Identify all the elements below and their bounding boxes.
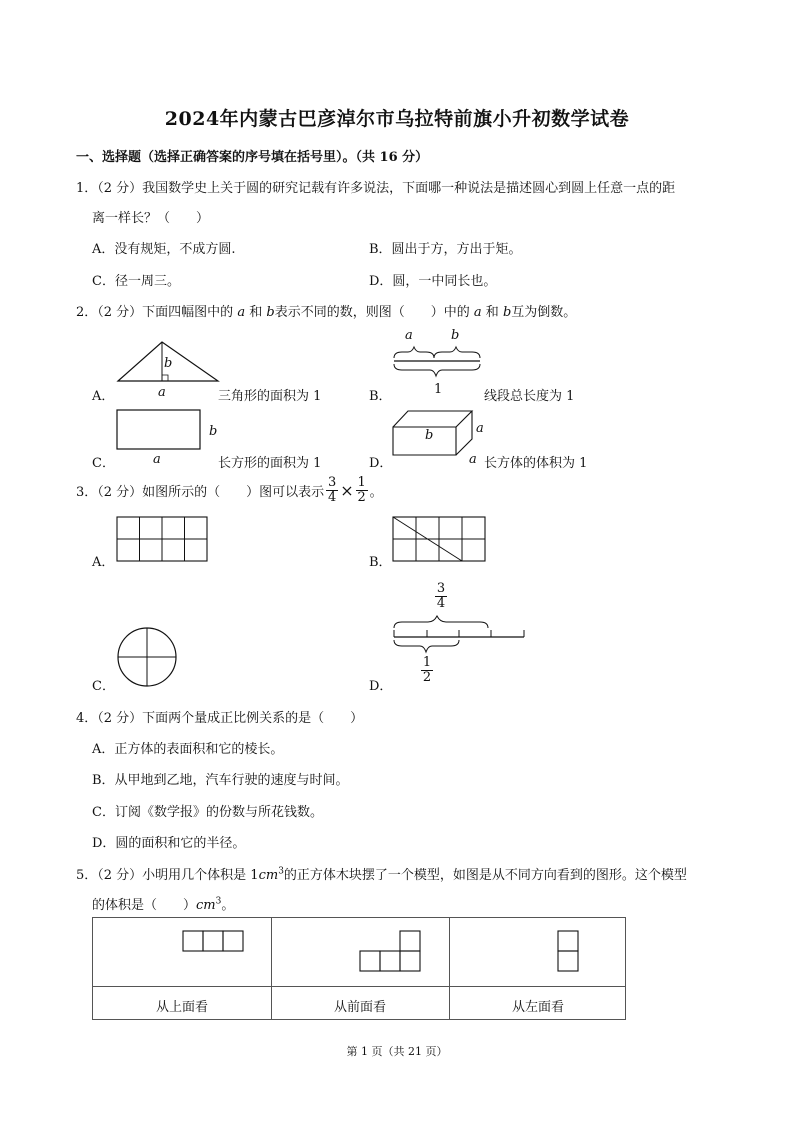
q3-d-bottom-frac (421, 656, 433, 685)
q3-stem (76, 476, 383, 505)
q1-option-d: D．圆，一中同长也。 (369, 274, 497, 289)
q2-stem-and2: 和 (485, 305, 499, 320)
q4-option-c: C．订阅《数学报》的份数与所花钱数。 (92, 805, 323, 820)
q2-stem-post: 互为倒数。 (511, 305, 577, 320)
q4-stem: 4．（2 分）下面两个量成正比例关系的是（ ） (76, 711, 364, 726)
q4-option-b: B．从甲地到乙地，汽车行驶的速度与时间。 (92, 773, 349, 788)
q3-d-bottom-fraction (419, 656, 435, 685)
q3-label-c: C． (92, 679, 115, 694)
q5-line2-exp: 3 (215, 896, 222, 907)
q3-d-bot-num: 1 (422, 655, 432, 670)
q2-rectangle-figure (116, 409, 202, 451)
q3-d-top-den: 4 (436, 596, 446, 611)
q3-stem-pre: 3．（2 分）如图所示的（ ）图可以表示 (76, 485, 325, 500)
q2-b-seg-b: b (451, 328, 460, 343)
q2-cuboid-figure (392, 409, 476, 457)
q3-d-top-fraction (433, 582, 449, 611)
q2-stem-and1: 和 (249, 305, 263, 320)
q5-stem-line2 (92, 894, 234, 913)
q1-stem-line2: 离一样长？（ ） (92, 211, 210, 226)
q2-d-cube-a-bottom: a (469, 452, 477, 467)
page-footer: 第 1 页（共 21 页） (346, 1045, 448, 1058)
q3-grid-a-figure (116, 516, 210, 563)
q5-line2-post: 。 (221, 898, 235, 913)
q1-stem-line1: 1．（2 分）我国数学史上关于圆的研究记载有许多说法，下面哪一种说法是描述圆心到圆上任意一点的距 (76, 181, 676, 196)
q2-c-rect-a: a (153, 452, 161, 467)
q3-label-a: A． (92, 555, 115, 570)
q2-stem-pre: 2．（2 分）下面四幅图中的 (76, 305, 234, 320)
q3-frac1-num: 3 (328, 475, 337, 490)
q5-pre: 5．（2 分）小明用几个体积是 1 (76, 868, 259, 883)
q5-post: 的正方体木块摆了一个模型，如图是从不同方向看到的图形。这个模型 (283, 868, 687, 883)
q2-label-d: D． (369, 456, 393, 471)
q3-fraction-3-4 (326, 476, 338, 505)
q5-views-table (92, 917, 626, 1020)
q5-left-view-figure (557, 930, 581, 972)
q2-d-cube-b: b (425, 428, 434, 443)
q3-circle-figure (116, 626, 178, 688)
q2-c-text: 长方形的面积为 1 (218, 456, 322, 471)
q3-frac1-den: 4 (328, 490, 337, 505)
q2-b-text: 线段总长度为 1 (484, 389, 575, 404)
q3-frac2-den: 2 (357, 490, 366, 505)
q2-segment-figure (392, 344, 484, 378)
q3-label-b: B． (369, 555, 392, 570)
q3-segment-figure (392, 614, 528, 654)
q5-unit: cm (258, 868, 279, 883)
q5-front-view-figure (359, 930, 423, 972)
q5-line2-unit: cm (196, 898, 216, 913)
q2-a-triangle-a: a (158, 385, 166, 400)
q3-d-bot-den: 2 (422, 670, 432, 685)
q2-d-text: 长方体的体积为 1 (484, 456, 588, 471)
q5-view-label-top: 从上面看 (155, 1000, 208, 1015)
section-heading: 一、选择题（选择正确答案的序号填在括号里）。（共 16 分） (76, 150, 429, 165)
q4-option-d: D．圆的面积和它的半径。 (92, 836, 246, 851)
q2-c-rect-b: b (209, 424, 218, 439)
q2-var-a-2: a (473, 305, 482, 320)
q2-label-b: B． (369, 389, 392, 404)
q3-fraction-1-2 (356, 476, 368, 505)
page-title: 2024年内蒙古巴彦淖尔市乌拉特前旗小升初数学试卷 (164, 108, 630, 130)
q2-a-triangle-b: b (164, 356, 173, 371)
q1-option-a: A．没有规矩，不成方圆. (92, 242, 236, 257)
q5-view-label-left: 从左面看 (511, 1000, 564, 1015)
q3-d-top-num: 3 (436, 581, 446, 596)
q3-frac2-num: 1 (357, 475, 366, 490)
q3-stem-post: 。 (369, 485, 383, 500)
q5-top-view-figure (182, 930, 246, 952)
q2-var-a: a (237, 305, 246, 320)
q2-label-c: C． (92, 456, 115, 471)
q5-view-label-front: 从前面看 (333, 1000, 386, 1015)
q3-times: × (340, 481, 354, 500)
q3-d-top-frac (435, 582, 447, 611)
q5-line2-pre: 的体积是（ ） (92, 898, 197, 913)
q2-b-seg-a: a (405, 328, 413, 343)
q5-stem-line1 (76, 864, 687, 883)
q2-var-b-2: b (502, 305, 512, 320)
q2-stem-mid: 表示不同的数，则图（ ）中的 (274, 305, 470, 320)
q2-a-text: 三角形的面积为 1 (218, 389, 322, 404)
q2-var-b: b (266, 305, 275, 320)
q4-option-a: A．正方体的表面积和它的棱长。 (92, 742, 284, 757)
q2-d-cube-a-side: a (476, 421, 484, 436)
q3-label-d: D． (369, 679, 393, 694)
q3-grid-b-figure (392, 516, 488, 563)
q1-option-b: B．圆出于方，方出于矩。 (369, 242, 522, 257)
q2-b-seg-one: 1 (434, 382, 443, 397)
q5-exp: 3 (278, 866, 284, 877)
q2-stem (76, 301, 576, 320)
q2-label-a: A． (92, 389, 115, 404)
q1-option-c: C．径一周三。 (92, 274, 180, 289)
